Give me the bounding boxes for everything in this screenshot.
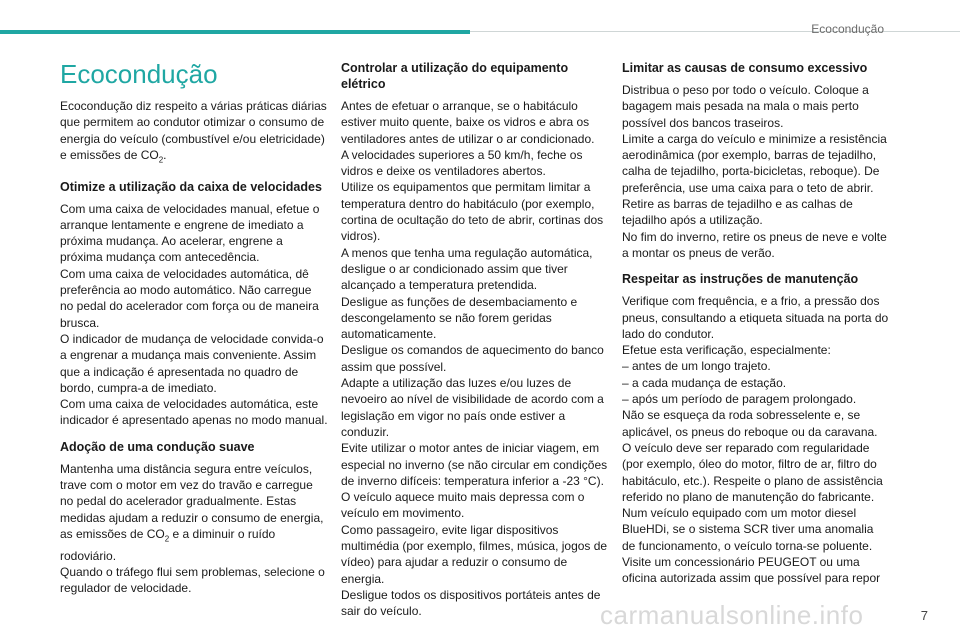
paragraph: Quando o tráfego flui sem problemas, selecione o regulador de velocidade.	[60, 564, 325, 596]
section-label: Ecocondução	[811, 22, 884, 36]
paragraph: – a cada mudança de estação.	[622, 375, 787, 390]
page-number: 7	[920, 608, 928, 623]
heading-limit-consumption: Limitar as causas de consumo excessivo	[622, 61, 868, 75]
column-1	[60, 56, 328, 597]
watermark: carmanualsonline.info	[600, 600, 864, 630]
paragraph: Desligue os comandos de aquecimento do banco assim que possível.	[341, 343, 604, 374]
paragraph: Não se esqueça da roda sobresselente e, se aplicável, os pneus do reboque ou da caravana.	[622, 408, 878, 439]
paragraph: Adapte a utilização das luzes e/ou luzes de nevoeiro ao nível de visibilidade de acordo com a legislação em vigor no país onde estiver a conduzir.	[341, 376, 604, 439]
paragraph: Retire as barras de tejadilho e as calhas de tejadilho após a utilização.	[622, 197, 853, 228]
limit-paragraphs	[622, 82, 890, 261]
header-rule	[470, 31, 960, 32]
paragraph: Efetue esta verificação, especialmente:	[622, 343, 831, 358]
paragraph: Evite utilizar o motor antes de iniciar viagem, em especial no inverno (se não circular em condições de inverno difíceis: temperatura inferior a -23 °C). O veículo aquece muito mais depressa com o veículo em movimento.	[341, 441, 608, 521]
paragraph: Desligue as funções de desembaciamento e descongelamento se não forem geridas automaticamente.	[341, 294, 578, 342]
paragraph: A velocidades superiores a 50 km/h, feche os vidros e deixe os ventiladores abertos.	[341, 147, 583, 179]
paragraph: Com uma caixa de velocidades manual, efetue o arranque lentamente e engrene de imediato a próxima mudança. Ao acelerar, engrene a próxima mudança com antecedência.	[60, 201, 320, 265]
paragraph: O veículo deve ser reparado com regularidade (por exemplo, óleo do motor, filtro de ar, filtro do habitáculo, etc.). Respeite o plano de assistência referido no plano de manutenção do fabricante.	[622, 440, 883, 504]
paragraph: Como passageiro, evite ligar dispositivos multimédia (por exemplo, filmes, música, jogos de vídeo) para ajudar a reduzir o consumo de energia.	[341, 522, 608, 586]
page-title: Ecocondução	[60, 59, 218, 89]
header-accent-bar	[0, 30, 470, 34]
paragraph: Desligue todos os dispositivos portáteis antes de sair do veículo.	[341, 587, 601, 619]
paragraph: No fim do inverno, retire os pneus de neve e volte a montar os pneus de verão.	[622, 229, 887, 260]
paragraph: Mantenha uma distância segura entre veículos, trave com o motor em vez do travão e carregue no pedal do acelerador gradualmente. Estas medidas ajudam a reduzir o consumo de energia, as emissões de $CO_2$ e a diminuir o ruído rodoviário.	[60, 461, 324, 563]
paragraph: A menos que tenha uma regulação automática, desligue o ar condicionado assim que tiver alcançado a temperatura pretendida.	[341, 245, 593, 293]
heading-electric-equipment: Controlar a utilização do equipamento elétrico	[341, 61, 569, 91]
paragraph: Limite a carga do veículo e minimize a resistência aerodinâmica (por exemplo, barras de tejadilho, calha de tejadilho, porta-bicicletas, reboque). De preferência, use uma caixa para o teto de abrir.	[622, 131, 887, 195]
electric-paragraphs	[341, 98, 609, 620]
paragraph: Antes de efetuar o arranque, se o habitáculo estiver muito quente, baixe os vidros e abra os ventiladores antes de utilizar o ar condicionado.	[341, 99, 595, 146]
paragraph: Verifique com frequência, e a frio, a pressão dos pneus, consultando a etiqueta situada na porta do lado do condutor.	[622, 294, 889, 341]
paragraph: Num veículo equipado com um motor diesel BlueHDi, se o sistema SCR tiver uma anomalia de funcionamento, o veículo torna-se poluente. Visite um concessionário PEUGEOT ou uma oficina autorizada assim que possível para repor	[622, 506, 881, 586]
column-2	[341, 56, 609, 620]
paragraph: O indicador de mudança de velocidade convida-o a engrenar a mudança mais conveniente. Assim que a indicação é apresentada no quadro de bordo, cumpra-a de imediato.	[60, 331, 324, 395]
paragraph: Com uma caixa de velocidades automática, dê preferência ao modo automático. Não carregue no pedal do acelerador com força ou de maneira brusca.	[60, 266, 319, 330]
paragraph: – após um período de paragem prolongado.	[622, 392, 857, 407]
maintenance-paragraphs	[622, 293, 890, 586]
paragraph: Distribua o peso por todo o veículo. Coloque a bagagem mais pesada na mala o mais perto possível dos bancos traseiros.	[622, 83, 869, 130]
paragraph: Com uma caixa de velocidades automática, este indicador é apresentado apenas no modo manual.	[60, 397, 328, 428]
paragraph: – antes de um longo trajeto.	[622, 359, 771, 374]
heading-smooth-driving: Adoção de uma condução suave	[60, 439, 255, 454]
heading-gearbox: Otimize a utilização da caixa de velocidades	[60, 179, 322, 194]
column-3	[622, 56, 890, 587]
paragraph: Utilize os equipamentos que permitam limitar a temperatura dentro do habitáculo (por exemplo, cortina de ocultação do teto de abrir, cortinas dos vidros).	[341, 180, 604, 244]
heading-maintenance: Respeitar as instruções de manutenção	[622, 272, 859, 287]
intro-paragraph: Ecocondução diz respeito a várias práticas diárias que permitem ao condutor otimizar o consumo de energia do veículo (combustível e/ou eletricidade) e emissões de $CO_2$.	[60, 99, 327, 165]
